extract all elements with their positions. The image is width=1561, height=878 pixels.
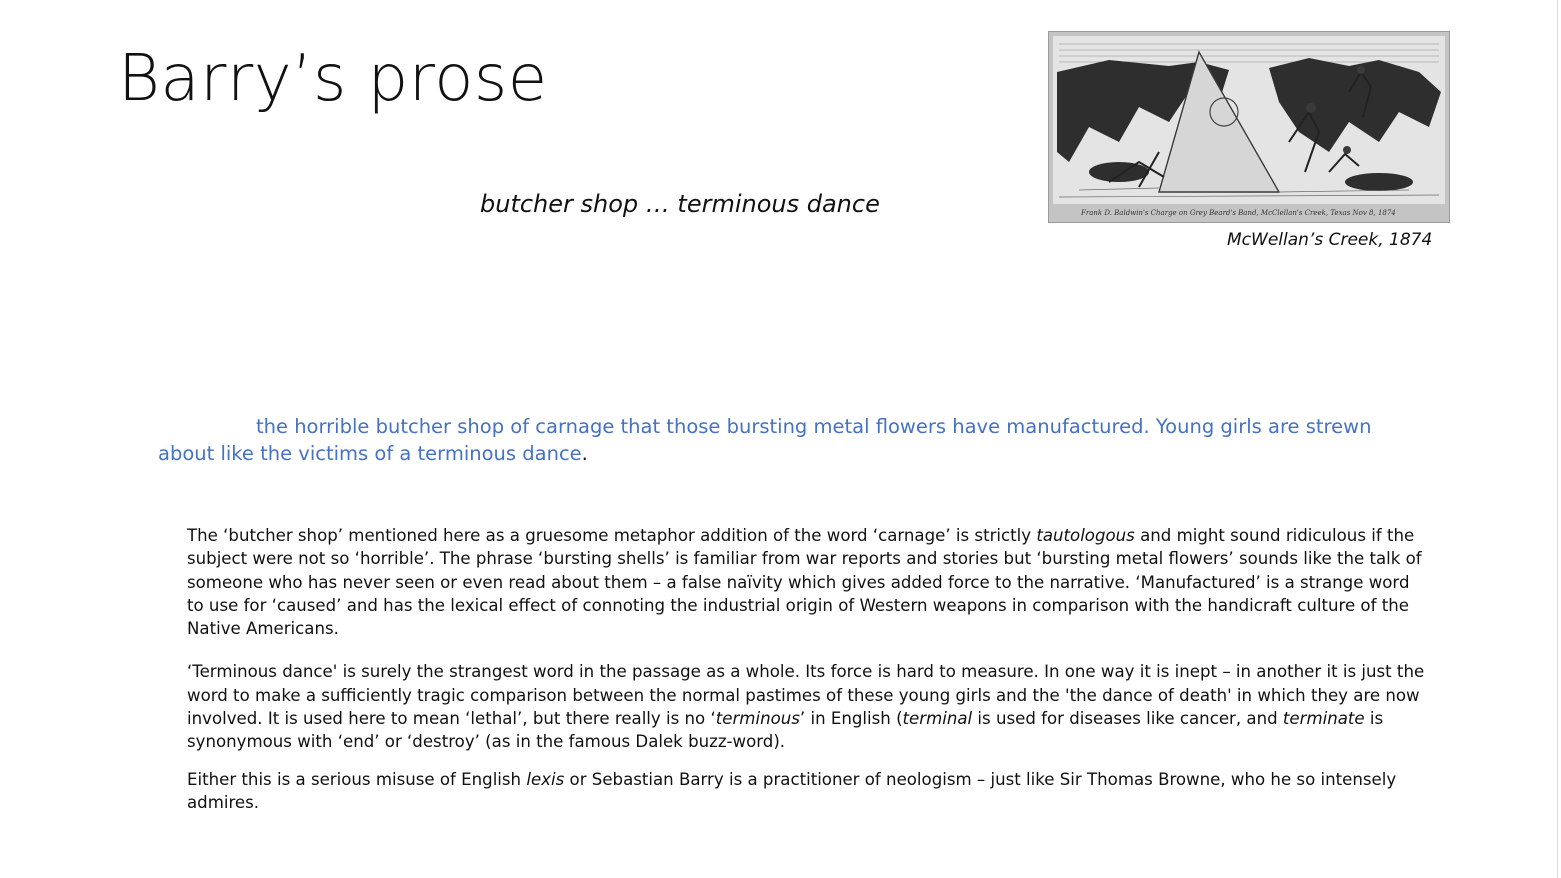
- text-run: ’ in English (: [799, 709, 903, 729]
- italic-term: tautologous: [1036, 526, 1135, 545]
- italic-term: terminous: [715, 709, 800, 729]
- text-run: is used for diseases like cancer, and: [972, 709, 1283, 729]
- text-run: The ‘butcher shop’ mentioned here as a gruesome metaphor addition of the word ‘carnage’ is strictly: [187, 526, 1037, 545]
- italic-term: lexis: [526, 769, 565, 789]
- etching-image: [1048, 31, 1450, 223]
- text-run: and might sound ridiculous if the subject were not so ‘horrible’. The phrase ‘bursting shells’ is familiar from war reports and stories but ‘bursting metal flowers’ sounds like the talk of someone who has never seen or even read about them – a false naïvity which gives added force to the narrative. ‘Manufactured’ is a strange word to use for ‘caused’ and has the lexical effect of connoting the industrial origin of Western weapons in comparison with the handicraft culture of the Native Americans.: [187, 526, 1422, 639]
- slide-edge-divider: [1557, 0, 1558, 878]
- text-run: or Sebastian Barry is a practitioner of neologism – just like Sir Thomas Browne, who he so intensely admires.: [187, 769, 1397, 812]
- commentary-paragraph-2: [187, 660, 1427, 753]
- etching-illustration-icon: [1049, 32, 1449, 222]
- commentary-paragraph-3: [187, 768, 1427, 815]
- commentary-paragraph-1: [187, 524, 1427, 640]
- quote-text: the horrible butcher shop of carnage that those bursting metal flowers have manufactured. Young girls are strewn about like the victims of a terminous dance: [158, 415, 1372, 465]
- text-run: Either this is a serious misuse of English: [187, 769, 527, 789]
- etching-inscription: Frank D. Baldwin's Charge on Grey Beard's Band, McClellan's Creek, Texas Nov 8, 1874: [1081, 209, 1396, 217]
- commentary: [187, 524, 1427, 814]
- text-run: is synonymous with ‘end’ or ‘destroy’ (as in the famous Dalek buzz-word).: [187, 709, 1384, 752]
- slide-title: Barry’s prose: [118, 42, 548, 116]
- image-caption: McWellan’s Creek, 1874: [1227, 230, 1433, 250]
- italic-term: terminate: [1282, 709, 1365, 729]
- text-run: ‘Terminous dance' is surely the strangest word in the passage as a whole. Its force is hard to measure. In one way it is inept – in another it is just the word to make a sufficiently tragic comparison between the normal pastimes of these young girls and the 'the dance of death' in which they are now involved. It is used here to mean ‘lethal’, but there really is no ‘: [187, 662, 1425, 729]
- quoted-passage: [158, 413, 1418, 467]
- slide-subtitle: butcher shop … terminous dance: [480, 190, 880, 218]
- quote-end-punctuation: .: [581, 442, 588, 465]
- italic-term: terminal: [902, 709, 973, 729]
